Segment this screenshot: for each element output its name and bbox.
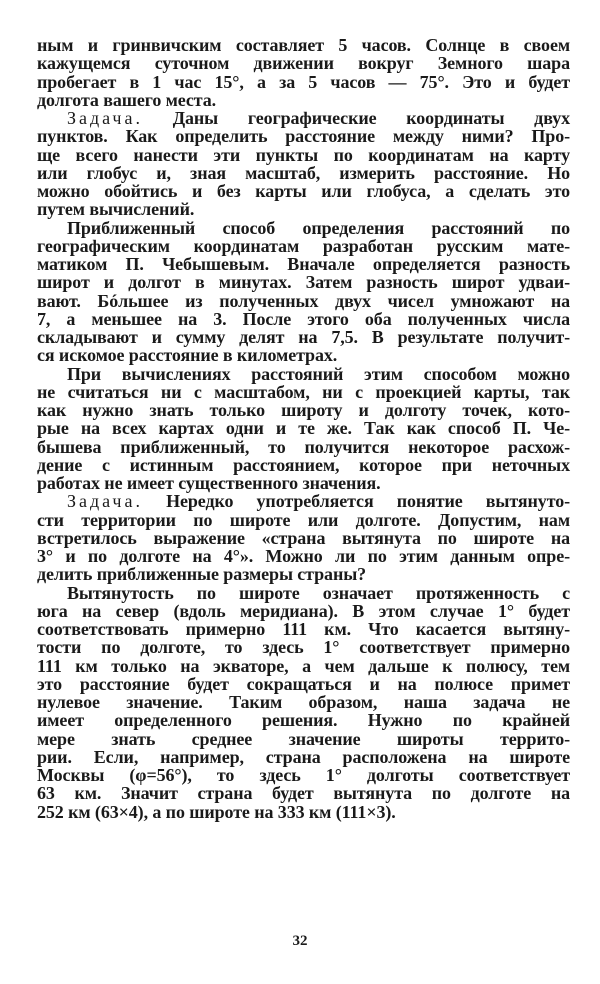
line-text: ще всего нанести эти пункты по координатам на карту — [37, 144, 570, 165]
line-text: Даны географические координаты двух — [142, 108, 570, 128]
line-text: не считаться ни с масштабом, ни с проекцией карты, так — [37, 381, 570, 402]
text-line — [37, 657, 570, 675]
task-label: Задача. — [67, 491, 143, 512]
line-text: работах не имеет существенного значения. — [37, 473, 381, 493]
line-text: широт и долгот в минутах. Затем разность широт удваи- — [37, 272, 570, 293]
text-line — [37, 492, 570, 510]
paragraph — [37, 492, 570, 583]
line-text: ся искомое расстояние в километрах. — [37, 345, 338, 366]
text-line — [37, 237, 570, 255]
line-text: 3° и по долготе на 4°». Можно ли по этим данным опре- — [37, 546, 570, 566]
text-line — [37, 383, 570, 401]
text-line — [37, 784, 570, 802]
line-text: долгота вашего места. — [37, 89, 217, 110]
text-line — [37, 255, 570, 273]
text-line — [37, 73, 570, 91]
line-text: это расстояние будет сокращаться и на полюсе примет — [37, 673, 570, 694]
line-text: Вытянутость по широте означает протяженность с — [67, 582, 570, 603]
task-label: Задача. — [67, 108, 143, 128]
line-text: 111 км только на экваторе, а чем дальше к полюсу, тем — [37, 655, 570, 676]
text-line — [37, 675, 570, 693]
text-line — [37, 109, 570, 127]
line-text: кажущемся суточном движении вокруг Земного шара — [37, 53, 570, 74]
line-text: пробегает в 1 час 15°, а за 5 часов — 75°. Это и будет — [37, 71, 570, 92]
line-text: путем вычислений. — [37, 199, 195, 220]
line-text: 63 км. Значит страна будет вытянута по долготе на — [37, 783, 570, 804]
paragraph — [37, 365, 570, 493]
paragraph — [37, 584, 570, 821]
line-text: бышева приближенный, то получится некоторое расхож- — [37, 436, 570, 457]
text-line — [37, 474, 570, 492]
text-line — [37, 730, 570, 748]
line-text: как нужно знать только широту и долготу точек, кото- — [37, 400, 570, 420]
line-text: можно обойтись и без карты или глобуса, а сделать это — [37, 181, 570, 201]
book-page-text — [37, 36, 570, 821]
line-text: делить приближенные размеры страны? — [37, 564, 367, 585]
line-text: 252 км (63×4), а по широте на 333 км (111×3). — [37, 801, 396, 822]
text-line — [37, 584, 570, 602]
text-line — [37, 511, 570, 529]
line-text: Москвы (φ=56°), то здесь 1° долготы соответствует — [37, 765, 570, 785]
text-line — [37, 638, 570, 656]
paragraph — [37, 219, 570, 365]
line-text: дение с истинным расстоянием, которое при неточных — [37, 454, 570, 475]
line-text: соответствовать примерно 111 км. Что касается вытяну- — [37, 619, 570, 639]
line-text: или глобус и, зная масштаб, измерить расстояние. Но — [37, 162, 570, 183]
text-line — [37, 91, 570, 109]
text-line — [37, 693, 570, 711]
text-line — [37, 748, 570, 766]
line-text: рые на всех картах одни и те же. Так как способ П. Че- — [37, 418, 570, 439]
line-text: Нередко употребляется понятие вытянуто- — [142, 491, 570, 512]
line-text: рии. Если, например, страна расположена на широте — [37, 746, 570, 767]
text-line — [37, 803, 570, 821]
text-line — [37, 438, 570, 456]
text-line — [37, 529, 570, 547]
text-line — [37, 200, 570, 218]
line-text: имеет определенного решения. Нужно по крайней — [37, 710, 570, 731]
text-line — [37, 547, 570, 565]
line-text: географическим координатам разработан русским мате- — [37, 235, 570, 256]
line-text: При вычислениях расстояний этим способом можно — [67, 363, 570, 384]
text-line — [37, 164, 570, 182]
text-line — [37, 36, 570, 54]
line-text: сти территории по широте или долготе. Допустим, нам — [37, 509, 570, 530]
text-line — [37, 365, 570, 383]
line-text: встретилось выражение «страна вытянута по широте на — [37, 527, 570, 548]
text-line — [37, 419, 570, 437]
text-line — [37, 766, 570, 784]
line-text: складывают и сумму делят на 7,5. В результате получит- — [37, 327, 570, 347]
text-line — [37, 711, 570, 729]
line-text: юга на север (вдоль меридиана). В этом случае 1° будет — [37, 600, 570, 621]
text-line — [37, 401, 570, 419]
text-line — [37, 273, 570, 291]
line-text: тости по долготе, то здесь 1° соответствует примерно — [37, 637, 570, 658]
text-line — [37, 310, 570, 328]
line-text: Приближенный способ определения расстояний по — [67, 217, 570, 238]
line-text: вают. Бóльшее из полученных двух чисел умножают на — [37, 290, 570, 311]
line-text: мере знать среднее значение широты террито- — [37, 728, 570, 749]
text-line — [37, 54, 570, 72]
text-line — [37, 456, 570, 474]
text-line — [37, 346, 570, 364]
paragraph — [37, 36, 570, 109]
text-line — [37, 565, 570, 583]
text-line — [37, 620, 570, 638]
line-text: пунктов. Как определить расстояние между ними? Про- — [37, 126, 570, 147]
line-text: нулевое значение. Таким образом, наша задача не — [37, 692, 570, 712]
page-number: 32 — [292, 933, 308, 949]
paragraph — [37, 109, 570, 219]
line-text: матиком П. Чебышевым. Вначале определяется разность — [37, 254, 570, 274]
text-line — [37, 146, 570, 164]
text-line — [37, 219, 570, 237]
text-line — [37, 292, 570, 310]
text-line — [37, 127, 570, 145]
text-line — [37, 182, 570, 200]
text-line — [37, 602, 570, 620]
text-line — [37, 328, 570, 346]
line-text: 7, а меньшее на 3. После этого оба полученных числа — [37, 308, 570, 329]
line-text: ным и гринвичским составляет 5 часов. Солнце в своем — [37, 35, 570, 55]
